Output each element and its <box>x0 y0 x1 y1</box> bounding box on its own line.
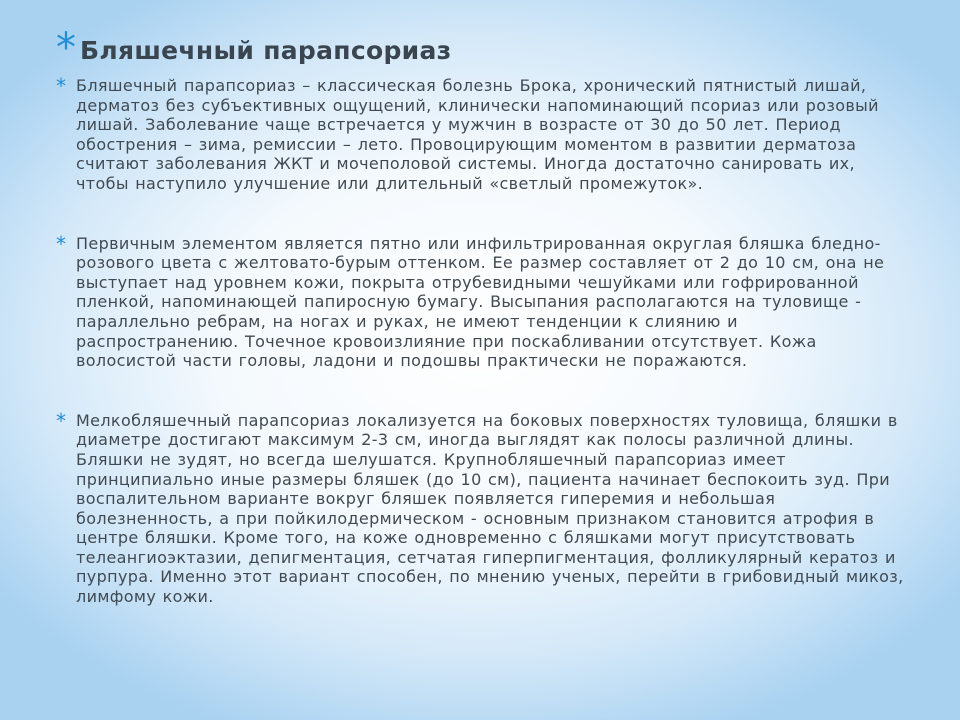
title-asterisk-icon: * <box>56 25 76 71</box>
bullet-item <box>56 408 906 607</box>
bullet-text: Первичным элементом является пятно или инфильтрированная округлая бляшка бледно-розового цвета с желтовато-бурым оттенком. Ее размер составляет от 2 до 10 см, она не выступает над уровнем кожи, покрыта отрубевидными чешуйками или гофрированной пленкой, напоминающей папиросную бумагу. Высыпания располагаются на туловище - параллельно ребрам, на ногах и руках, не имеют тенденции к слиянию и распространению. Точечное кровоизлияние при поскабливании отсутствует. Кожа волосистой части головы, ладони и подошвы практически не поражаются. <box>76 233 885 371</box>
title-row <box>56 25 452 71</box>
slide-title: Бляшечный парапсориаз <box>80 36 452 65</box>
bullet-item <box>56 76 906 194</box>
bullet-text: Бляшечный парапсориаз – классическая болезнь Брока, хронический пятнистый лишай, дерматоз без субъективных ощущений, клинически напоминающий псориаз или розовый лишай. Заболевание чаще встречается у мужчин в возрасте от 30 до 50 лет. Период обострения – зима, ремиссии – лето. Провоцирующим моментом в развитии дерматоза считают заболевания ЖКТ и мочеполовой системы. Иногда достаточно санировать их, чтобы наступило улучшение или длительный «светлый промежуток». <box>76 76 879 193</box>
bullet-list <box>56 76 906 647</box>
bullet-text: Мелкобляшечный парапсориаз локализуется на боковых поверхностях туловища, бляшки в диаметре достигают максимум 2-3 см, иногда выглядят как полосы различной длины. Бляшки не зудят, но всегда шелушатся. Крупнобляшечный парапсориаз имеет принципиально иные размеры бляшек (до 10 см), пациента начинает беспокоить зуд. При воспалительном варианте вокруг бляшек появляется гиперемия и небольшая болезненность, а при пойкилодермическом - основным признаком становится атрофия в центре бляшки. Кроме того, на коже одновременно с бляшками могут присутствовать телеангиоэктазии, депигментация, сетчатая гиперпигментация, фолликулярный кератоз и пурпура. Именно этот вариант способен, по мнению ученых, перейти в грибовидный микоз, лимфому кожи. <box>76 410 904 607</box>
bullet-asterisk-icon: * <box>56 231 66 256</box>
bullet-asterisk-icon: * <box>56 408 66 433</box>
bullet-asterisk-icon: * <box>56 74 66 98</box>
bullet-item <box>56 231 906 371</box>
